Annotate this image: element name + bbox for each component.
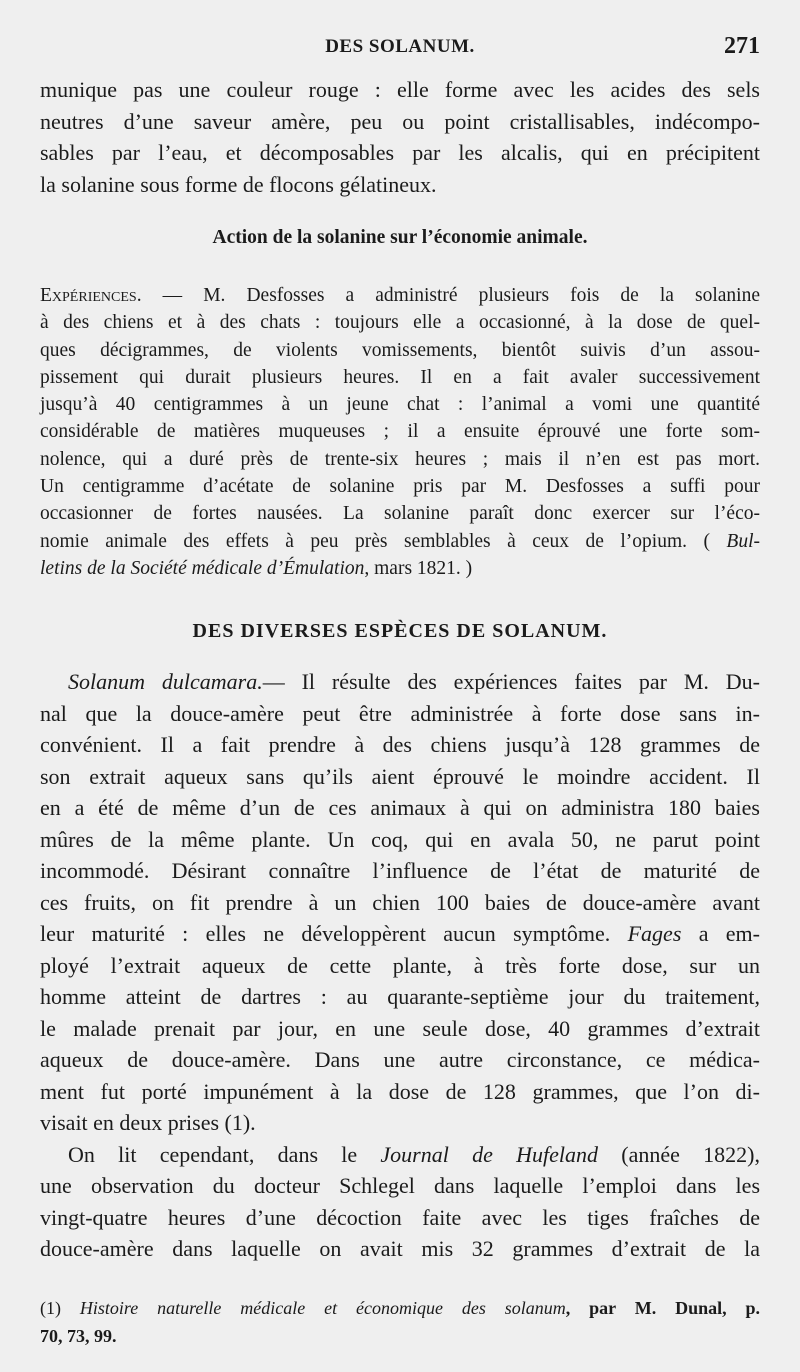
text-line: pissement qui durait plusieurs heures. Il en a fait avaler successivement bbox=[40, 366, 760, 388]
footnote-line: 70, 73, 99. bbox=[40, 1326, 117, 1346]
text-line: en a été de même d’un de ces animaux à qui on administra 180 baies bbox=[40, 795, 760, 820]
text-line: ment fut porté impunément à la dose de 128 grammes, que l’on di- bbox=[40, 1078, 760, 1104]
footnote bbox=[40, 1294, 760, 1350]
footnote-title: Histoire naturelle médicale et économique des solanum bbox=[79, 1298, 566, 1318]
running-title: DES SOLANUM. bbox=[325, 36, 475, 57]
text-line: considérable de matières muqueuses ; il a ensuite éprouvé une forte som- bbox=[40, 421, 760, 443]
page-header bbox=[40, 33, 760, 66]
text-line: visait en deux prises (1). bbox=[40, 1110, 256, 1135]
text-line: incommodé. Désirant connaître l’influence de l’état de maturité de bbox=[40, 858, 760, 883]
text-line: aqueux de douce-amère. Dans une autre circonstance, ce médica- bbox=[40, 1047, 760, 1072]
subheading: Action de la solanine sur l’économie animale. bbox=[212, 227, 588, 248]
experiences-paragraph bbox=[40, 282, 760, 582]
dulcamara-paragraph bbox=[40, 666, 760, 1265]
text-line: le malade prenait par jour, en une seule dose, 40 grammes d’extrait bbox=[40, 1015, 760, 1041]
text-line: occasionner de fortes nausées. La solanine paraît donc exercer sur l’éco- bbox=[40, 503, 760, 525]
species-name: Solanum dulcamara. bbox=[68, 669, 263, 694]
text-line: ces fruits, on fit prendre à un chien 100 baies de douce-amère avant bbox=[40, 889, 760, 915]
text-line: la solanine sous forme de flocons gélatineux. bbox=[40, 171, 437, 197]
text-line: à des chiens et à des chats : toujours elle a occasionné, à la dose de quel- bbox=[40, 312, 760, 334]
text-line: mûres de la même plante. Un coq, qui en avala 50, ne parut point bbox=[40, 826, 760, 852]
footnote-line: (1) Histoire naturelle médicale et économique des solanum, par M. Dunal, p. bbox=[40, 1298, 760, 1318]
text-line: convénient. Il a fait prendre à des chiens jusqu’à 128 grammes de bbox=[40, 732, 760, 757]
text-line: Solanum dulcamara.— Il résulte des expériences faites par M. Du- bbox=[68, 669, 760, 694]
paragraph-lead: Expériences. bbox=[40, 285, 142, 306]
text-line: On lit cependant, dans le Journal de Hufeland (année 1822), bbox=[68, 1141, 760, 1167]
text-line: nolence, qui a duré près de trente-six heures ; mais il n’en est pas mort. bbox=[40, 448, 760, 470]
text-line: leur maturité : elles ne développèrent aucun symptôme. Fages a em- bbox=[40, 921, 760, 946]
journal-title: Journal de Hufeland bbox=[380, 1141, 599, 1167]
text-line: ployé l’extrait aqueux de cette plante, à très forte dose, sur un bbox=[40, 952, 760, 978]
text-line: nomie animale des effets à peu près semblables à ceux de l’opium. ( Bul- bbox=[40, 530, 760, 552]
text-line: nal que la douce-amère peut être administrée à forte dose sans in- bbox=[40, 700, 760, 726]
page-number: 271 bbox=[724, 33, 760, 59]
text-line: jusqu’à 40 centigrammes à un jeune chat : l’animal a vomi une quantité bbox=[40, 394, 760, 416]
section-title: DES DIVERSES ESPÈCES DE SOLANUM. bbox=[192, 620, 608, 642]
text-line: letins de la Société médicale d’Émulation, mars 1821. ) bbox=[40, 557, 473, 579]
text-line: homme atteint de dartres : au quarante-septième jour du traitement, bbox=[40, 984, 760, 1009]
text-line: munique pas une couleur rouge : elle forme avec les acides des sels bbox=[40, 77, 760, 102]
author-name: Fages bbox=[627, 921, 682, 946]
text-line: une observation du docteur Schlegel dans laquelle l’emploi dans les bbox=[40, 1173, 760, 1198]
text-line: neutres d’une saveur amère, peu ou point cristallisables, indécompo- bbox=[40, 108, 760, 134]
citation-title: letins de la Société médicale d’Émulation bbox=[40, 557, 365, 579]
text-line: son extrait aqueux sans qu’ils aient éprouvé le moindre accident. Il bbox=[40, 763, 760, 789]
text-line: douce-amère dans laquelle on avait mis 32 grammes d’extrait de la bbox=[40, 1236, 760, 1261]
text-line: Expériences. — M. Desfosses a administré plusieurs fois de la solanine bbox=[40, 285, 760, 306]
text-line: sables par l’eau, et décomposables par les alcalis, qui en précipitent bbox=[40, 140, 760, 165]
citation-title: Bul- bbox=[726, 530, 760, 552]
paragraph-continuation bbox=[40, 74, 760, 200]
text-line: Un centigramme d’acétate de solanine pris par M. Desfosses a suffi pour bbox=[40, 476, 760, 498]
text-line: ques décigrammes, de violents vomissements, bientôt suivis d’un assou- bbox=[40, 339, 760, 361]
text-line: vingt-quatre heures d’une décoction faite avec les tiges fraîches de bbox=[40, 1204, 760, 1230]
